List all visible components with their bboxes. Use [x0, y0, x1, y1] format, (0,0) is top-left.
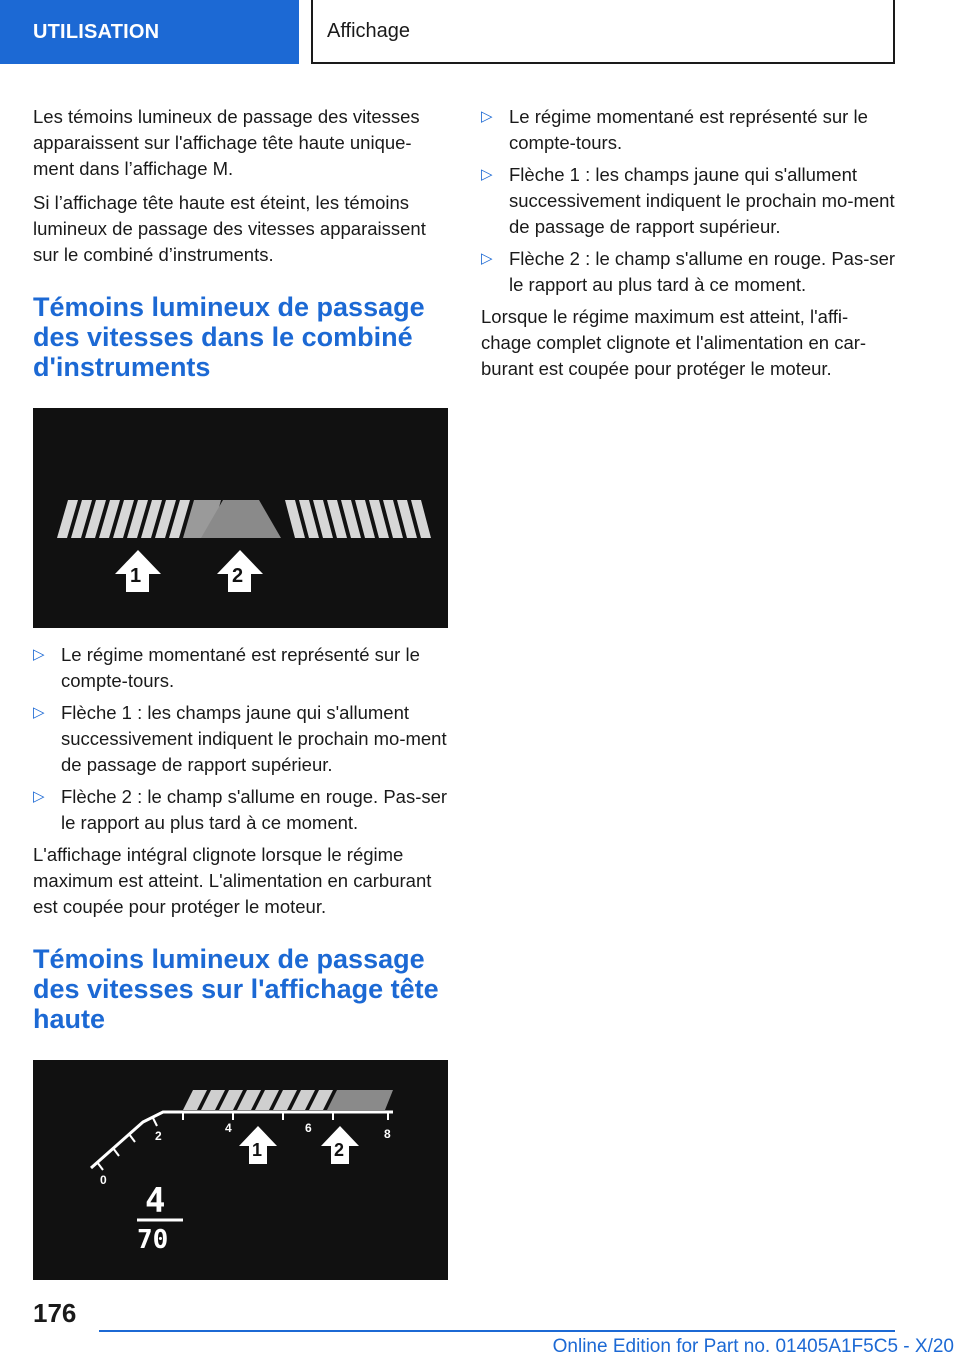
- header-page-title: Affichage: [311, 0, 895, 64]
- scale-label: 8: [384, 1127, 391, 1141]
- footer-edition-text: Online Edition for Part no. 01405A1F5C5 - X/20: [552, 1336, 954, 1357]
- scale-label: 6: [305, 1121, 312, 1135]
- scale-label: 0: [100, 1173, 107, 1187]
- gear-readout: 4: [145, 1181, 166, 1221]
- arrow-2-label: 2: [232, 565, 244, 587]
- triangle-bullet-icon: ▷: [481, 166, 493, 183]
- intro-paragraph-1: Les témoins lumineux de passage des vitesses apparaissent sur l'affichage tête haute unique-ment dans l’affichage M.: [33, 106, 420, 179]
- triangle-bullet-icon: ▷: [33, 646, 45, 663]
- left-bullet-list: [33, 642, 449, 836]
- footer-divider: [99, 1330, 895, 1332]
- figure-head-up-display-shift-lights: [33, 1060, 448, 1280]
- right-bullet-list: [481, 104, 897, 298]
- scale-label: 2: [155, 1129, 162, 1143]
- scale-label: 4: [225, 1121, 232, 1135]
- scale-tick: [153, 1118, 157, 1126]
- triangle-bullet-icon: ▷: [481, 108, 493, 125]
- list-item: ▷ Le régime momentané est représenté sur le compte-tours.: [481, 106, 868, 153]
- header-section-label: UTILISATION: [0, 0, 299, 64]
- outro-paragraph-right: Lorsque le régime maximum est atteint, l'affi-chage complet clignote et l'alimentation en car-burant est coupée pour protéger le moteur.: [481, 306, 867, 379]
- page-number: 176: [33, 1298, 77, 1328]
- segment-grey: [327, 1090, 393, 1110]
- list-item: ▷ Flèche 1 : les champs jaune qui s'allument successivement indiquent le prochain mo-ment de passage de rapport supérieur.: [33, 702, 447, 775]
- section-heading-instrument-cluster: Témoins lumineux de passage des vitesses dans le combiné d'instruments: [33, 292, 425, 382]
- scale-tick: [129, 1134, 135, 1142]
- scale-tick: [97, 1162, 103, 1170]
- hud-illustration: [33, 1060, 448, 1280]
- list-item: ▷ Flèche 2 : le champ s'allume en rouge. Pas-ser le rapport au plus tard à ce moment.: [481, 248, 896, 295]
- section-heading-head-up-display: Témoins lumineux de passage des vitesses sur l'affichage tête haute: [33, 944, 439, 1034]
- scale-tick: [113, 1148, 119, 1156]
- triangle-bullet-icon: ▷: [481, 250, 493, 267]
- right-column: [481, 104, 897, 390]
- shift-lights-illustration: [33, 408, 448, 628]
- list-item: ▷ Le régime momentané est représenté sur le compte-tours.: [33, 644, 420, 691]
- speed-readout: 70: [137, 1225, 169, 1255]
- outro-paragraph-left: L'affichage intégral clignote lorsque le régime maximum est atteint. L'alimentation en carburant est coupée pour protéger le moteur.: [33, 844, 432, 917]
- arrow-1-label: 1: [130, 565, 142, 587]
- arrow-1-label: 1: [252, 1140, 263, 1160]
- arrow-2-label: 2: [334, 1140, 345, 1160]
- left-column: [33, 104, 449, 1294]
- figure-instrument-cluster-shift-lights: [33, 408, 448, 628]
- intro-paragraph-2: Si l’affichage tête haute est éteint, les témoins lumineux de passage des vitesses apparaissent sur le combiné d’instruments.: [33, 192, 426, 265]
- list-item: ▷ Flèche 2 : le champ s'allume en rouge. Pas-ser le rapport au plus tard à ce moment.: [33, 786, 448, 833]
- triangle-bullet-icon: ▷: [33, 788, 45, 805]
- list-item: ▷ Flèche 1 : les champs jaune qui s'allument successivement indiquent le prochain mo-ment de passage de rapport supérieur.: [481, 164, 895, 237]
- triangle-bullet-icon: ▷: [33, 704, 45, 721]
